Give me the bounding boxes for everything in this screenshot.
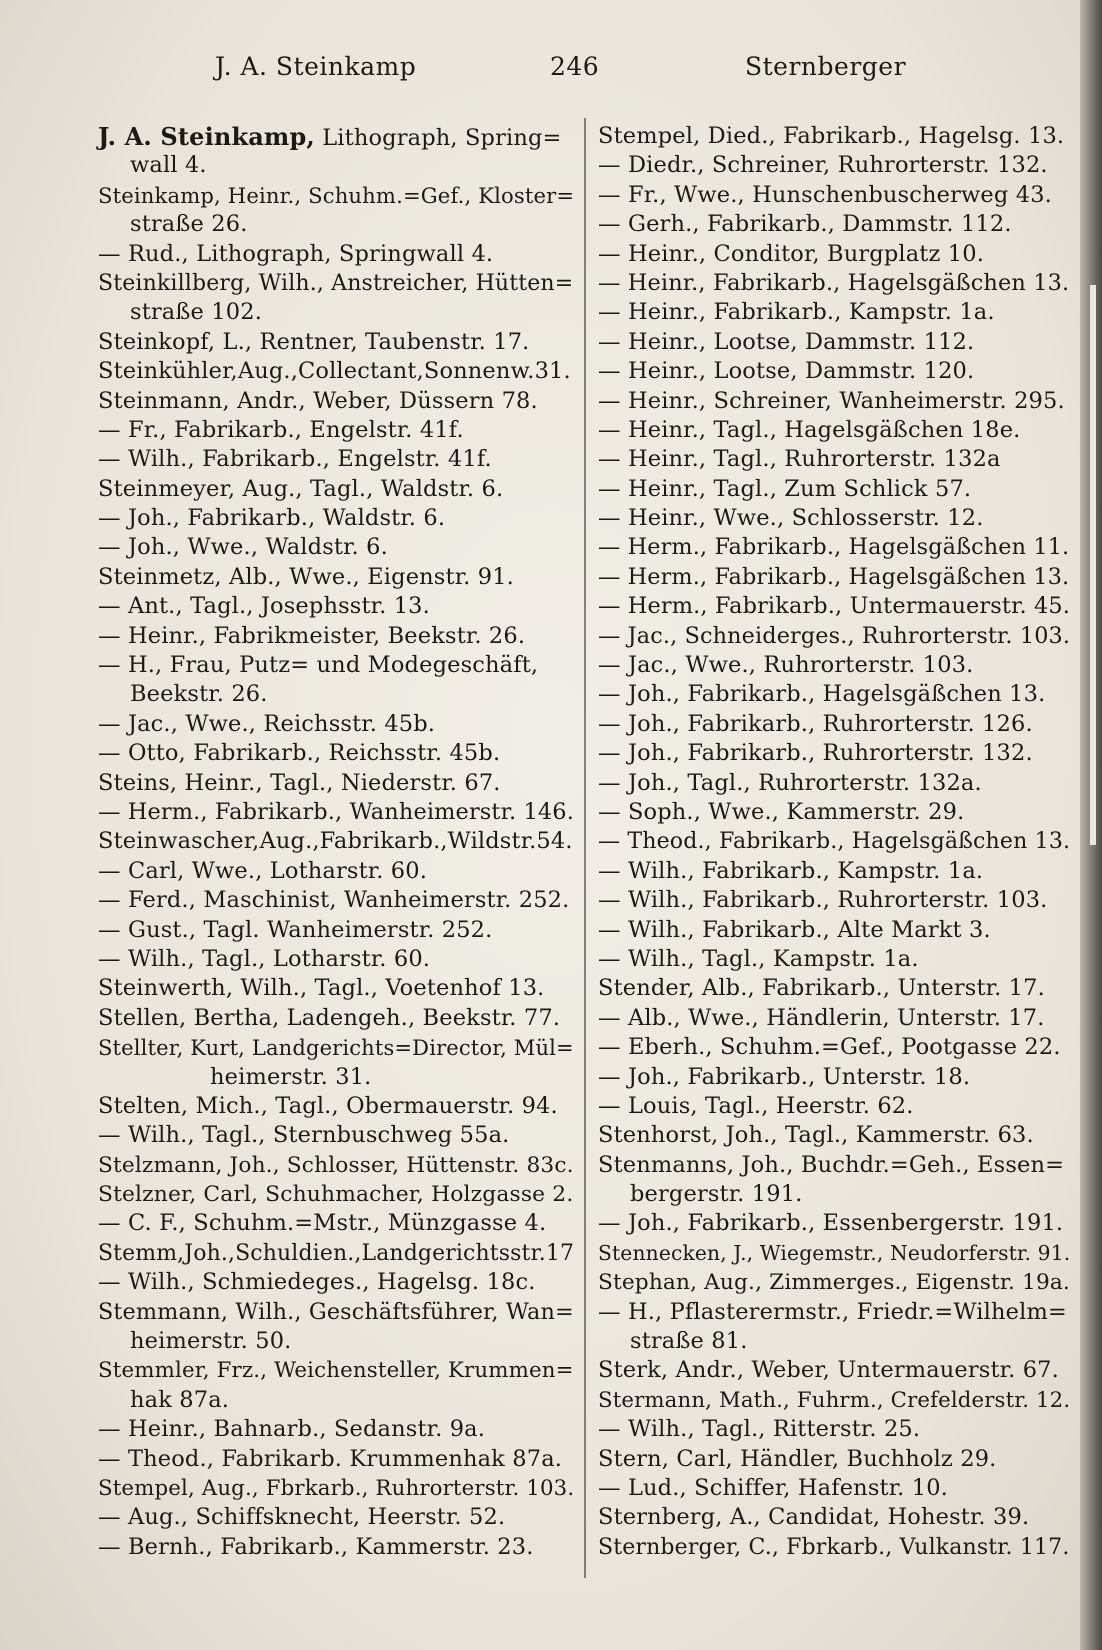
header-right-entry: Sternberger <box>745 52 907 81</box>
directory-line: — Herm., Fabrikarb., Hagelsgäßchen 13. <box>598 563 1070 590</box>
directory-line: — Heinr., Tagl., Zum Schlick 57. <box>598 475 972 502</box>
directory-line: heimerstr. 31. <box>210 1063 372 1090</box>
directory-line: Stelzner, Carl, Schuhmacher, Holzgasse 2. <box>98 1182 574 1208</box>
directory-line <box>98 122 574 151</box>
directory-line: — Jac., Schneiderges., Ruhrorterstr. 103. <box>598 622 1071 649</box>
directory-line: — Joh., Fabrikarb., Unterstr. 18. <box>598 1063 971 1090</box>
directory-line: — Herm., Fabrikarb., Hagelsgäßchen 11. <box>598 534 1070 561</box>
directory-line: — Wilh., Tagl., Ritterstr. 25. <box>598 1416 921 1443</box>
directory-line: — Wilh., Fabrikarb., Ruhrorterstr. 103. <box>598 887 1048 914</box>
directory-line: Beekstr. 26. <box>130 681 268 708</box>
directory-line: Stemm,Joh.,Schuldien.,Landgerichtsstr.17 <box>98 1240 575 1266</box>
directory-line: — Theod., Fabrikarb., Hagelsgäßchen 13. <box>598 829 1071 855</box>
directory-line: Steinkühler,Aug.,Collectant,Sonnenw.31. <box>98 358 571 385</box>
line-rest: Lithograph, Spring= <box>314 125 562 151</box>
directory-line: Stenmanns, Joh., Buchdr.=Geh., Essen= <box>598 1151 1065 1178</box>
directory-line: — Rud., Lithograph, Springwall 4. <box>98 240 494 267</box>
directory-line: straße 26. <box>130 211 248 238</box>
directory-line: Steins, Heinr., Tagl., Niederstr. 67. <box>98 769 501 796</box>
directory-line: — Gust., Tagl. Wanheimerstr. 252. <box>98 916 493 943</box>
page-edge-shadow <box>1080 0 1102 1650</box>
directory-line: — Jac., Wwe., Ruhrorterstr. 103. <box>598 652 974 679</box>
directory-line: Stellter, Kurt, Landgerichts=Director, Mül= <box>98 1035 574 1061</box>
directory-line: — Joh., Fabrikarb., Essenbergerstr. 191. <box>598 1210 1064 1237</box>
directory-line: — Herm., Fabrikarb., Untermauerstr. 45. <box>598 593 1071 620</box>
directory-line: Stellen, Bertha, Ladengeh., Beekstr. 77. <box>98 1004 561 1031</box>
directory-line: — Heinr., Fabrikarb., Hagelsgäßchen 13. <box>598 269 1070 296</box>
directory-line: Steinmetz, Alb., Wwe., Eigenstr. 91. <box>98 563 514 590</box>
directory-line: — Heinr., Conditor, Burgplatz 10. <box>598 240 985 267</box>
directory-line: Stelten, Mich., Tagl., Obermauerstr. 94. <box>98 1092 558 1119</box>
directory-line: heimerstr. 50. <box>130 1328 292 1355</box>
directory-line: Steinkillberg, Wilh., Anstreicher, Hütten= <box>98 270 574 296</box>
directory-line: — Heinr., Lootse, Dammstr. 120. <box>598 358 975 385</box>
directory-line: — Heinr., Fabrikmeister, Beekstr. 26. <box>98 622 526 649</box>
left-column <box>98 122 574 1562</box>
page-edge-highlight <box>1090 285 1096 845</box>
directory-line: — Alb., Wwe., Händlerin, Unterstr. 17. <box>598 1004 1045 1031</box>
directory-line: — Wilh., Tagl., Sternbuschweg 55a. <box>98 1122 510 1149</box>
directory-line: Sternberger, C., Fbrkarb., Vulkanstr. 117. <box>598 1534 1070 1560</box>
directory-line: Stender, Alb., Fabrikarb., Unterstr. 17. <box>598 975 1045 1002</box>
directory-line: — Heinr., Tagl., Ruhrorterstr. 132a <box>598 446 1001 473</box>
directory-line: — Wilh., Fabrikarb., Engelstr. 41f. <box>98 446 492 473</box>
directory-line: — Heinr., Lootse, Dammstr. 112. <box>598 328 975 355</box>
directory-line: — Joh., Tagl., Ruhrorterstr. 132a. <box>598 769 982 796</box>
directory-line: — H., Pflasterermstr., Friedr.=Wilhelm= <box>598 1298 1067 1325</box>
directory-line: — Ferd., Maschinist, Wanheimerstr. 252. <box>98 887 570 914</box>
directory-line: straße 81. <box>630 1328 748 1355</box>
directory-line: — C. F., Schuhm.=Mstr., Münzgasse 4. <box>98 1210 547 1237</box>
bold-name: J. A. Steinkamp, <box>98 122 315 151</box>
directory-line: — Wilh., Fabrikarb., Alte Markt 3. <box>598 916 991 943</box>
directory-line: — Wilh., Fabrikarb., Kampstr. 1a. <box>598 857 984 884</box>
directory-line: — Joh., Fabrikarb., Hagelsgäßchen 13. <box>598 681 1046 708</box>
directory-line: — Carl, Wwe., Lotharstr. 60. <box>98 857 428 884</box>
directory-line: — Heinr., Schreiner, Wanheimerstr. 295. <box>598 387 1065 414</box>
directory-line: — Diedr., Schreiner, Ruhrorterstr. 132. <box>598 152 1048 179</box>
directory-line: Stephan, Aug., Zimmerges., Eigenstr. 19a. <box>598 1270 1070 1296</box>
directory-line: Stermann, Math., Fuhrm., Crefelderstr. 12. <box>598 1387 1071 1413</box>
directory-line: — Fr., Wwe., Hunschenbuscherweg 43. <box>598 181 1052 208</box>
directory-line: — Eberh., Schuhm.=Gef., Pootgasse 22. <box>598 1034 1061 1061</box>
directory-line: — Joh., Fabrikarb., Waldstr. 6. <box>98 505 446 532</box>
page-number: 246 <box>550 52 600 81</box>
directory-line: Stemmann, Wilh., Geschäftsführer, Wan= <box>98 1298 574 1325</box>
directory-line: — Herm., Fabrikarb., Wanheimerstr. 146. <box>98 798 574 825</box>
directory-line: — Theod., Fabrikarb. Krummenhak 87a. <box>98 1445 563 1472</box>
right-column <box>598 122 1070 1562</box>
directory-line: — Heinr., Tagl., Hagelsgäßchen 18e. <box>598 416 1021 443</box>
directory-line: — Otto, Fabrikarb., Reichsstr. 45b. <box>98 740 501 767</box>
directory-line: Stennecken, J., Wiegemstr., Neudorferstr. 91. <box>598 1240 1071 1265</box>
directory-line: hak 87a. <box>130 1386 230 1413</box>
directory-line: Stelzmann, Joh., Schlosser, Hüttenstr. 83c. <box>98 1152 574 1178</box>
directory-line: straße 102. <box>130 299 263 326</box>
directory-line: — Heinr., Fabrikarb., Kampstr. 1a. <box>598 299 995 326</box>
directory-line: Stemmler, Frz., Weichensteller, Krummen= <box>98 1358 574 1384</box>
directory-line: — Heinr., Bahnarb., Sedanstr. 9a. <box>98 1416 486 1443</box>
directory-line: — Bernh., Fabrikarb., Kammerstr. 23. <box>98 1533 534 1560</box>
column-divider <box>584 118 586 1578</box>
directory-line: — Heinr., Wwe., Schlosserstr. 12. <box>598 505 984 532</box>
directory-line: — Joh., Fabrikarb., Ruhrorterstr. 132. <box>598 740 1033 767</box>
directory-line: — H., Frau, Putz= und Modegeschäft, <box>98 652 539 679</box>
directory-line: Steinmann, Andr., Weber, Düssern 78. <box>98 387 538 414</box>
directory-line: — Lud., Schiffer, Hafenstr. 10. <box>598 1474 948 1501</box>
directory-line: Steinwerth, Wilh., Tagl., Voetenhof 13. <box>98 975 545 1002</box>
directory-line: — Ant., Tagl., Josephsstr. 13. <box>98 593 430 620</box>
directory-line: Steinwascher,Aug.,Fabrikarb.,Wildstr.54. <box>98 828 573 855</box>
directory-line: Stern, Carl, Händler, Buchholz 29. <box>598 1445 997 1472</box>
directory-line: — Wilh., Tagl., Lotharstr. 60. <box>98 945 431 972</box>
directory-line: — Joh., Fabrikarb., Ruhrorterstr. 126. <box>598 710 1033 737</box>
directory-line: — Wilh., Tagl., Kampstr. 1a. <box>598 945 919 972</box>
directory-line: — Joh., Wwe., Waldstr. 6. <box>98 534 388 561</box>
directory-line: Steinkamp, Heinr., Schuhm.=Gef., Kloster= <box>98 182 575 208</box>
directory-line: Sterk, Andr., Weber, Untermauerstr. 67. <box>598 1357 1059 1384</box>
directory-line: — Wilh., Schmiedeges., Hagelsg. 18c. <box>98 1269 536 1296</box>
directory-line: — Aug., Schiffsknecht, Heerstr. 52. <box>98 1504 506 1531</box>
header-left-entry: J. A. Steinkamp <box>215 52 417 81</box>
directory-line: — Fr., Fabrikarb., Engelstr. 41f. <box>98 416 464 443</box>
directory-line: wall 4. <box>130 152 207 179</box>
directory-line: — Gerh., Fabrikarb., Dammstr. 112. <box>598 211 1012 238</box>
directory-line: Stempel, Aug., Fbrkarb., Ruhrorterstr. 103. <box>98 1475 575 1501</box>
directory-line: bergerstr. 191. <box>630 1181 803 1208</box>
directory-line: Steinkopf, L., Rentner, Taubenstr. 17. <box>98 328 530 355</box>
directory-line: — Soph., Wwe., Kammerstr. 29. <box>598 798 965 825</box>
directory-line: Steinmeyer, Aug., Tagl., Waldstr. 6. <box>98 475 504 502</box>
directory-line: Stenhorst, Joh., Tagl., Kammerstr. 63. <box>598 1122 1034 1149</box>
page-header <box>95 52 1007 92</box>
directory-line: Sternberg, A., Candidat, Hohestr. 39. <box>598 1504 1030 1531</box>
directory-line: — Louis, Tagl., Heerstr. 62. <box>598 1092 914 1119</box>
directory-line: Stempel, Died., Fabrikarb., Hagelsg. 13. <box>598 123 1065 149</box>
directory-line: — Jac., Wwe., Reichsstr. 45b. <box>98 710 436 737</box>
